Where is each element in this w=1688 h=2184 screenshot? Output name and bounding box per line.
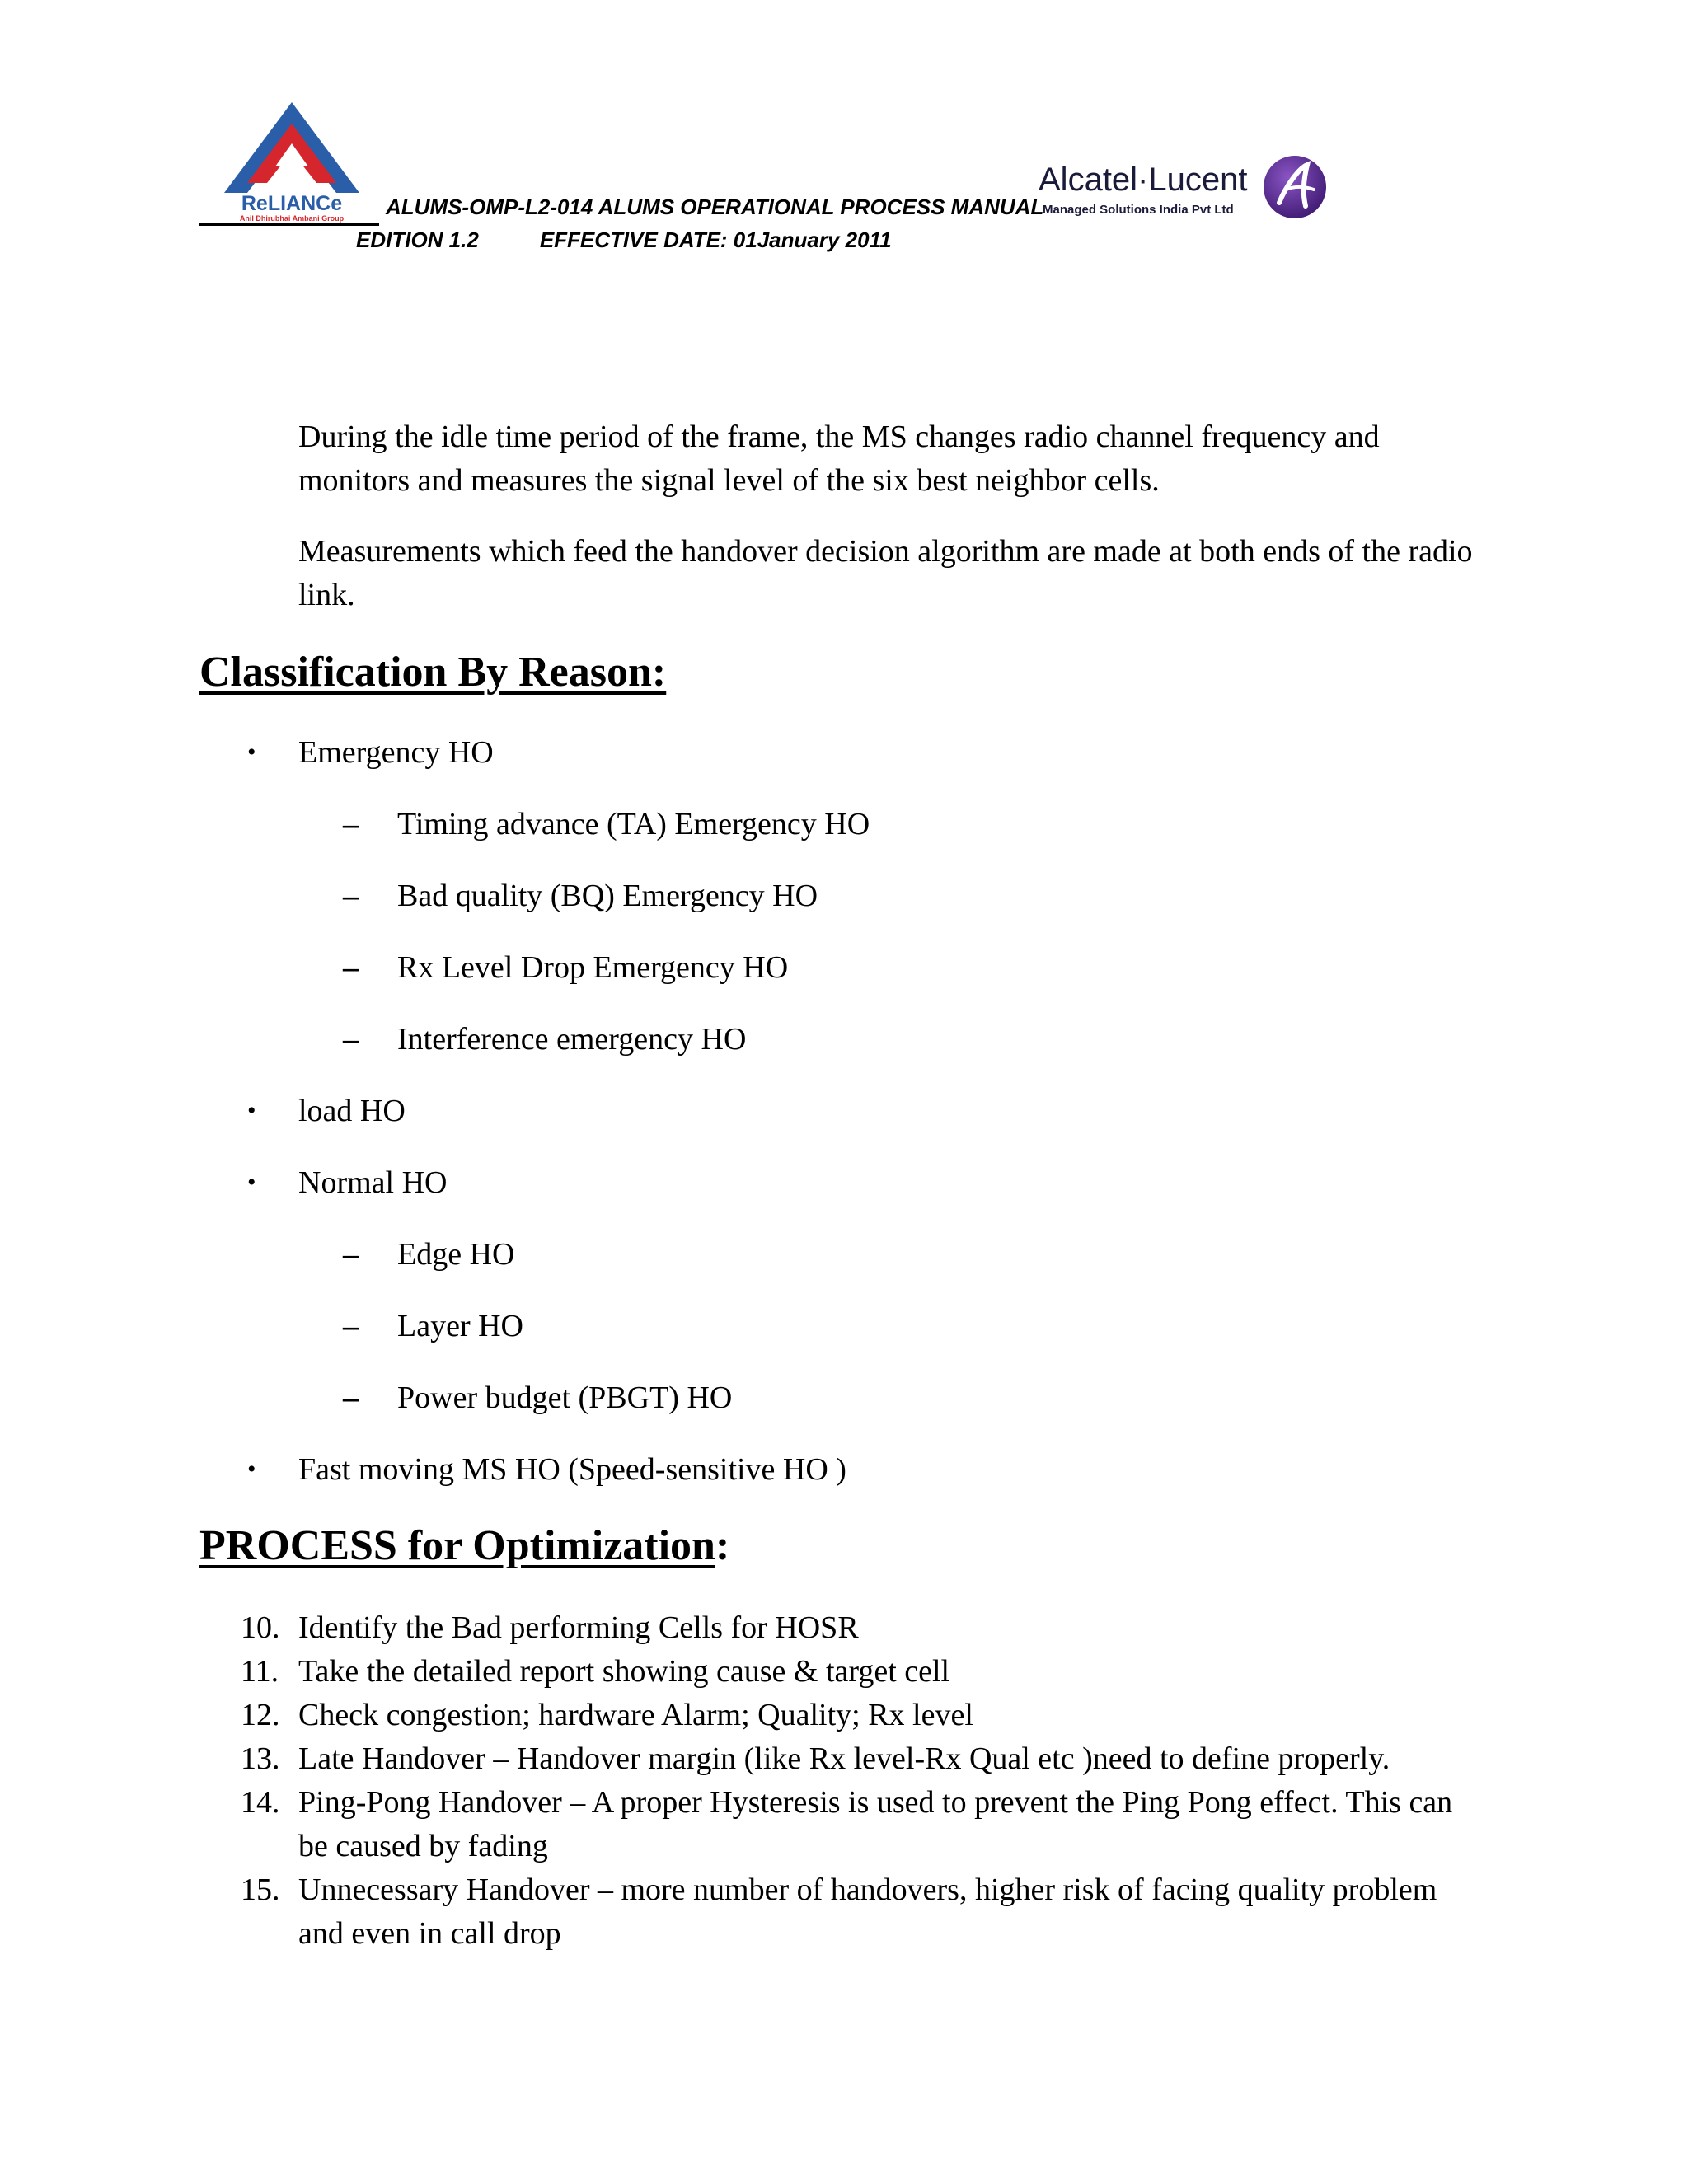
process-item-text: Check congestion; hardware Alarm; Quality; Rx level [298, 1698, 973, 1732]
process-item [241, 1606, 1477, 1650]
intro-paragraph-2: Measurements which feed the handover decision algorithm are made at both ends of the radio link. [298, 534, 1473, 612]
bullet-icon: • [247, 1455, 256, 1483]
doc-edition-line [356, 227, 892, 253]
process-item-text: Ping-Pong Handover – A proper Hysteresis is used to prevent the Ping Pong effect. This can be caused by fading [298, 1785, 1453, 1863]
process-item-text: Late Handover – Handover margin (like Rx level-Rx Qual etc )need to define properly. [298, 1741, 1390, 1776]
list-item [247, 1451, 846, 1488]
alcatel-lucent-wordmark: Alcatel·Lucent [1039, 162, 1248, 198]
dash-icon: – [343, 807, 359, 841]
list-item [247, 733, 494, 771]
classification-heading [199, 648, 666, 696]
intro-paragraph-1: During the idle time period of the frame, the MS changes radio channel frequency and monitors and measures the signal level of the six best neighbor cells. [298, 419, 1380, 498]
sub-list-item [343, 1235, 515, 1273]
alcatel-lucent-logo-icon [1261, 153, 1329, 221]
header-rule [199, 223, 379, 226]
doc-title: ALUMS-OMP-L2-014 ALUMS OPERATIONAL PROCESS MANUAL [386, 194, 1044, 219]
reliance-logo-text: ReLIANCe [241, 192, 343, 215]
process-item-text: Identify the Bad performing Cells for HOSR [298, 1610, 859, 1645]
effective-date: EFFECTIVE DATE: 01January 2011 [539, 227, 892, 252]
sub-list-item-label: Edge HO [397, 1237, 515, 1272]
process-item-number: 15. [241, 1872, 280, 1907]
list-item [247, 1092, 406, 1130]
alcatel-lucent-subtitle: Managed Solutions India Pvt Ltd [1043, 203, 1234, 217]
process-item [241, 1781, 1477, 1868]
list-item-label: Normal HO [298, 1165, 448, 1200]
sub-list-item [343, 1020, 747, 1058]
sub-list-item [343, 805, 870, 843]
dash-icon: – [343, 950, 359, 985]
process-heading-colon: : [715, 1522, 730, 1569]
process-item-number: 14. [241, 1785, 280, 1820]
list-item-label: Emergency HO [298, 735, 494, 770]
process-item-text: Unnecessary Handover – more number of handovers, higher risk of facing quality problem and even in call drop [298, 1872, 1437, 1951]
dash-icon: – [343, 1022, 359, 1057]
process-item [241, 1650, 1477, 1694]
list-item-label: load HO [298, 1094, 406, 1128]
classification-heading-text: Classification By Reason: [199, 649, 667, 696]
dash-icon: – [343, 1380, 359, 1415]
sub-list-item-label: Power budget (PBGT) HO [397, 1380, 733, 1415]
reliance-logo-tagline: Anil Dhirubhai Ambani Group [239, 214, 345, 223]
list-item-label: Fast moving MS HO (Speed-sensitive HO ) [298, 1452, 846, 1487]
reliance-logo [213, 101, 371, 223]
sub-list-item-label: Layer HO [397, 1309, 523, 1343]
bullet-icon: • [247, 1169, 256, 1196]
process-item-text: Take the detailed report showing cause & target cell [298, 1654, 950, 1689]
bullet-icon: • [247, 738, 256, 766]
dash-icon: – [343, 1237, 359, 1272]
sub-list-item [343, 877, 818, 915]
process-item [241, 1737, 1477, 1781]
sub-list-item-label: Interference emergency HO [397, 1022, 747, 1057]
process-item [241, 1694, 1477, 1737]
process-item-number: 13. [241, 1741, 280, 1776]
dash-icon: – [343, 1309, 359, 1343]
dash-icon: – [343, 879, 359, 913]
sub-list-item-label: Bad quality (BQ) Emergency HO [397, 879, 818, 913]
process-heading [199, 1521, 729, 1570]
sub-list-item-label: Timing advance (TA) Emergency HO [397, 807, 870, 841]
sub-list-item [343, 1307, 523, 1345]
list-item [247, 1164, 448, 1202]
sub-list-item [343, 949, 789, 987]
sub-list-item-label: Rx Level Drop Emergency HO [397, 950, 789, 985]
process-item [241, 1868, 1477, 1956]
process-item-number: 12. [241, 1698, 280, 1732]
process-item-number: 11. [241, 1654, 279, 1689]
process-heading-text: PROCESS for Optimization [199, 1522, 715, 1569]
bullet-icon: • [247, 1097, 256, 1124]
edition: EDITION 1.2 [356, 227, 479, 252]
sub-list-item [343, 1379, 733, 1417]
process-item-number: 10. [241, 1610, 280, 1645]
